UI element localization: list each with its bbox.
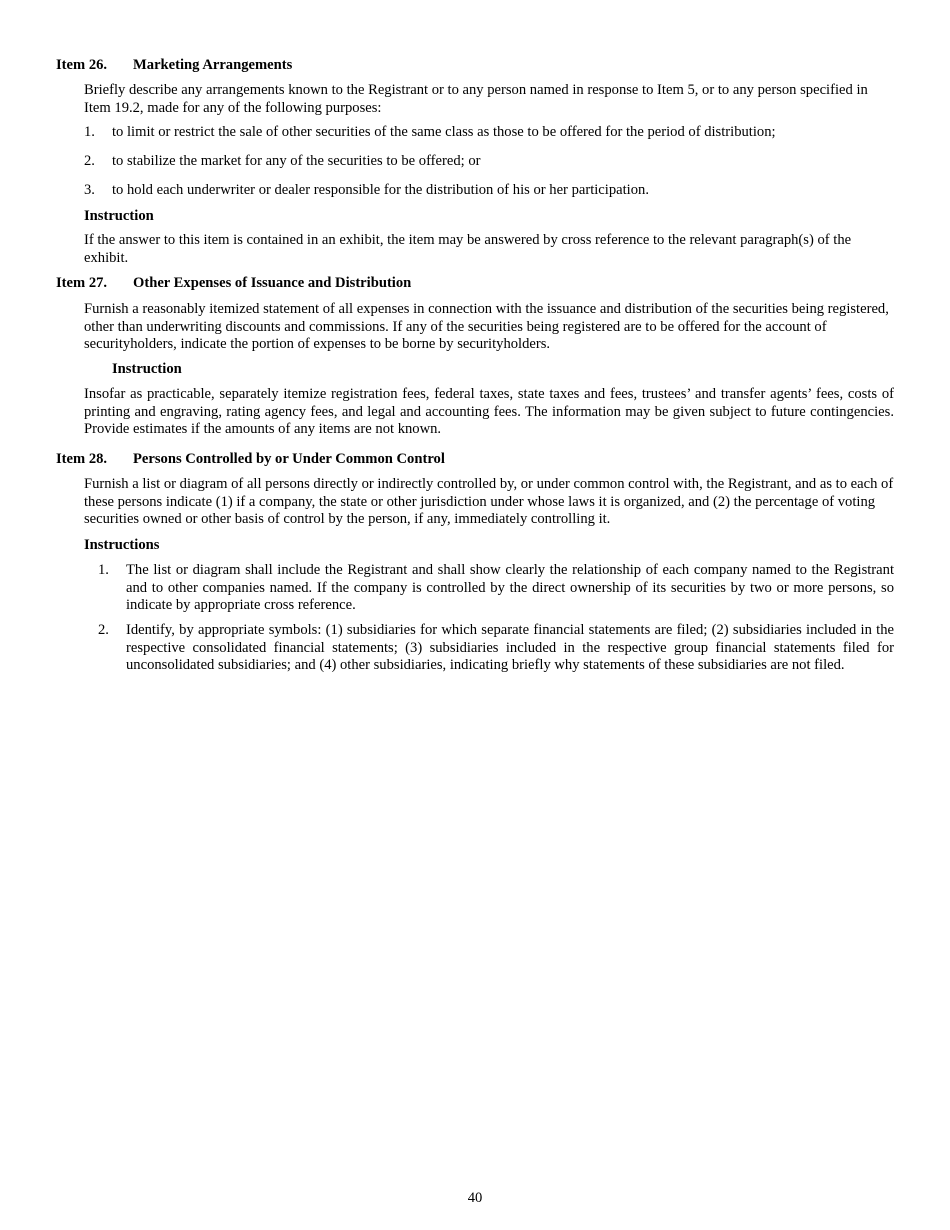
list-number: 1. [98, 562, 109, 578]
item-27-heading [56, 275, 411, 293]
item-26-intro: Briefly describe any arrangements known to the Registrant or to any person named in response to Item 5, or to any person specified in Item 19.2, made for any of the following purposes: [84, 82, 868, 116]
item-26-instruction-text: If the answer to this item is contained in an exhibit, the item may be answered by cross reference to the relevant paragraph(s) of the exhibit. [84, 232, 852, 266]
list-text: to hold each underwriter or dealer responsible for the distribution of his or her participation. [112, 182, 649, 198]
list-number: 2. [84, 153, 95, 169]
list-text: The list or diagram shall include the Registrant and shall show clearly the relationship of each company named to the Registrant and to other companies named. If the company is controlled by the direct ownership of its securities by two or more persons, so indicate by appropriate cross reference. [126, 562, 894, 613]
list-number: 1. [84, 124, 95, 140]
item-28-intro: Furnish a list or diagram of all persons directly or indirectly controlled by, or under common control with, the Registrant, and as to each of these persons indicate (1) if a company, the state or other jurisdiction under whose laws it is organized, and (2) the percentage of voting securities owned or other basis of control by the person, if any, immediately controlling it. [84, 476, 894, 527]
item-26-title: Marketing Arrangements [133, 57, 293, 73]
item-27-instruction-text: Insofar as practicable, separately itemize registration fees, federal taxes, state taxes and fees, trustees’ and transfer agents’ fees, costs of printing and engraving, rating agency fees, and legal and accounting fees. The information may be given subject to future contingencies. Provide estimates if the amounts of any items are not known. [84, 386, 894, 437]
item-26-heading [56, 57, 292, 75]
list-number: 2. [98, 622, 109, 638]
item-28-number: Item 28. [56, 451, 108, 467]
item-27-number: Item 27. [56, 275, 108, 291]
item-28-heading [56, 451, 445, 469]
item-27-title: Other Expenses of Issuance and Distribution [133, 275, 412, 291]
page-number: 40 [467, 1190, 483, 1206]
item-28-instructions-heading: Instructions [84, 537, 160, 553]
item-27-instruction-heading: Instruction [112, 361, 182, 377]
item-28-title: Persons Controlled by or Under Common Control [133, 451, 445, 467]
list-text: Identify, by appropriate symbols: (1) subsidiaries for which separate financial statements are filed; (2) subsidiaries included in the respective consolidated financial statements; (3) subsidiaries included in the respective group financial statements filed for unconsolidated subsidiaries; and (4) other subsidiaries, indicating briefly why statements of these subsidiaries are not filed. [126, 622, 894, 673]
list-text: to limit or restrict the sale of other securities of the same class as those to be offered for the period of distribution; [112, 124, 776, 140]
item-27-intro: Furnish a reasonably itemized statement of all expenses in connection with the issuance and distribution of the securities being registered, other than underwriting discounts and commissions. If any of the securities being registered are to be offered for the account of securityholders, indicate the portion of expenses to be borne by securityholders. [84, 301, 889, 352]
item-26-instruction-heading: Instruction [84, 208, 154, 224]
item-26-number: Item 26. [56, 57, 108, 73]
list-number: 3. [84, 182, 95, 198]
list-text: to stabilize the market for any of the securities to be offered; or [112, 153, 481, 169]
